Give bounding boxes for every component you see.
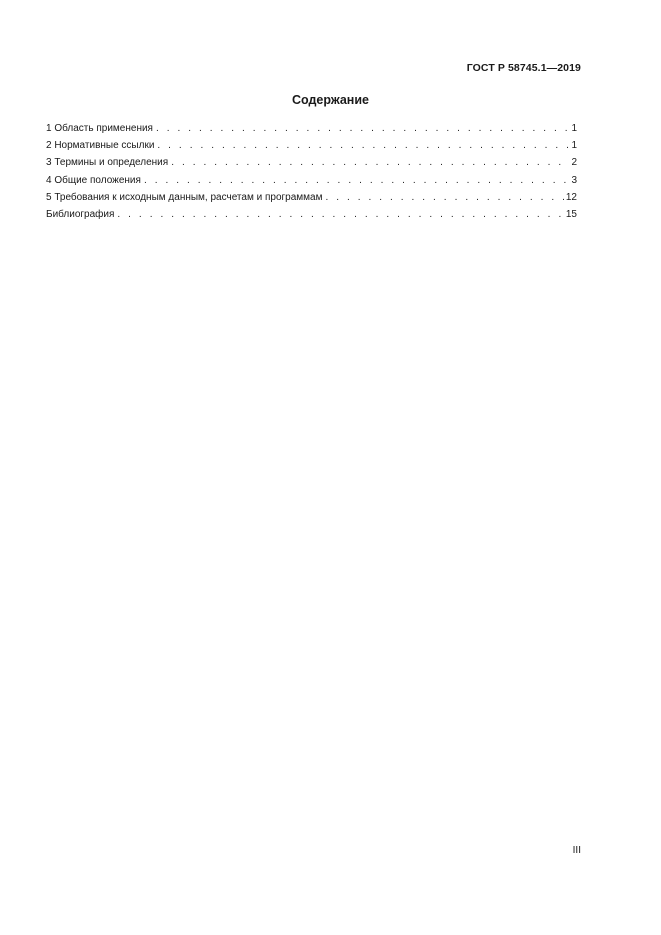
document-code: ГОСТ Р 58745.1—2019 [466,62,581,74]
toc-item-page: 15 [565,208,577,220]
toc-item-label: 2 Нормативные ссылки [46,140,155,152]
toc-item-page: 2 [571,157,577,169]
toc-item-page: 12 [565,191,577,203]
toc-title: Содержание [291,93,369,107]
toc-dot-leader [171,154,570,171]
toc-item-page: 1 [571,140,577,152]
toc-item-label: 5 Требования к исходным данным, расчетам и программам [46,191,323,203]
toc-item-label: Библиография [46,208,115,220]
toc-dot-leader [144,172,571,189]
toc-item-general[interactable] [46,172,577,189]
page-number: III [572,845,581,856]
toc-item-label: 3 Термины и определения [46,157,169,169]
toc-dot-leader [325,189,564,206]
toc-dot-leader [156,120,570,137]
toc-item-page: 1 [571,123,577,134]
toc-item-references[interactable] [46,137,577,154]
table-of-contents [46,120,577,223]
toc-item-requirements[interactable] [46,189,577,206]
toc-dot-leader [157,137,570,154]
toc-item-label: 4 Общие положения [46,174,141,186]
toc-item-scope[interactable] [46,120,577,137]
toc-item-terms[interactable] [46,154,577,171]
toc-item-label: 1 Область применения [46,123,153,134]
toc-item-page: 3 [571,174,577,186]
toc-item-bibliography[interactable] [46,206,577,223]
toc-dot-leader [117,206,564,223]
